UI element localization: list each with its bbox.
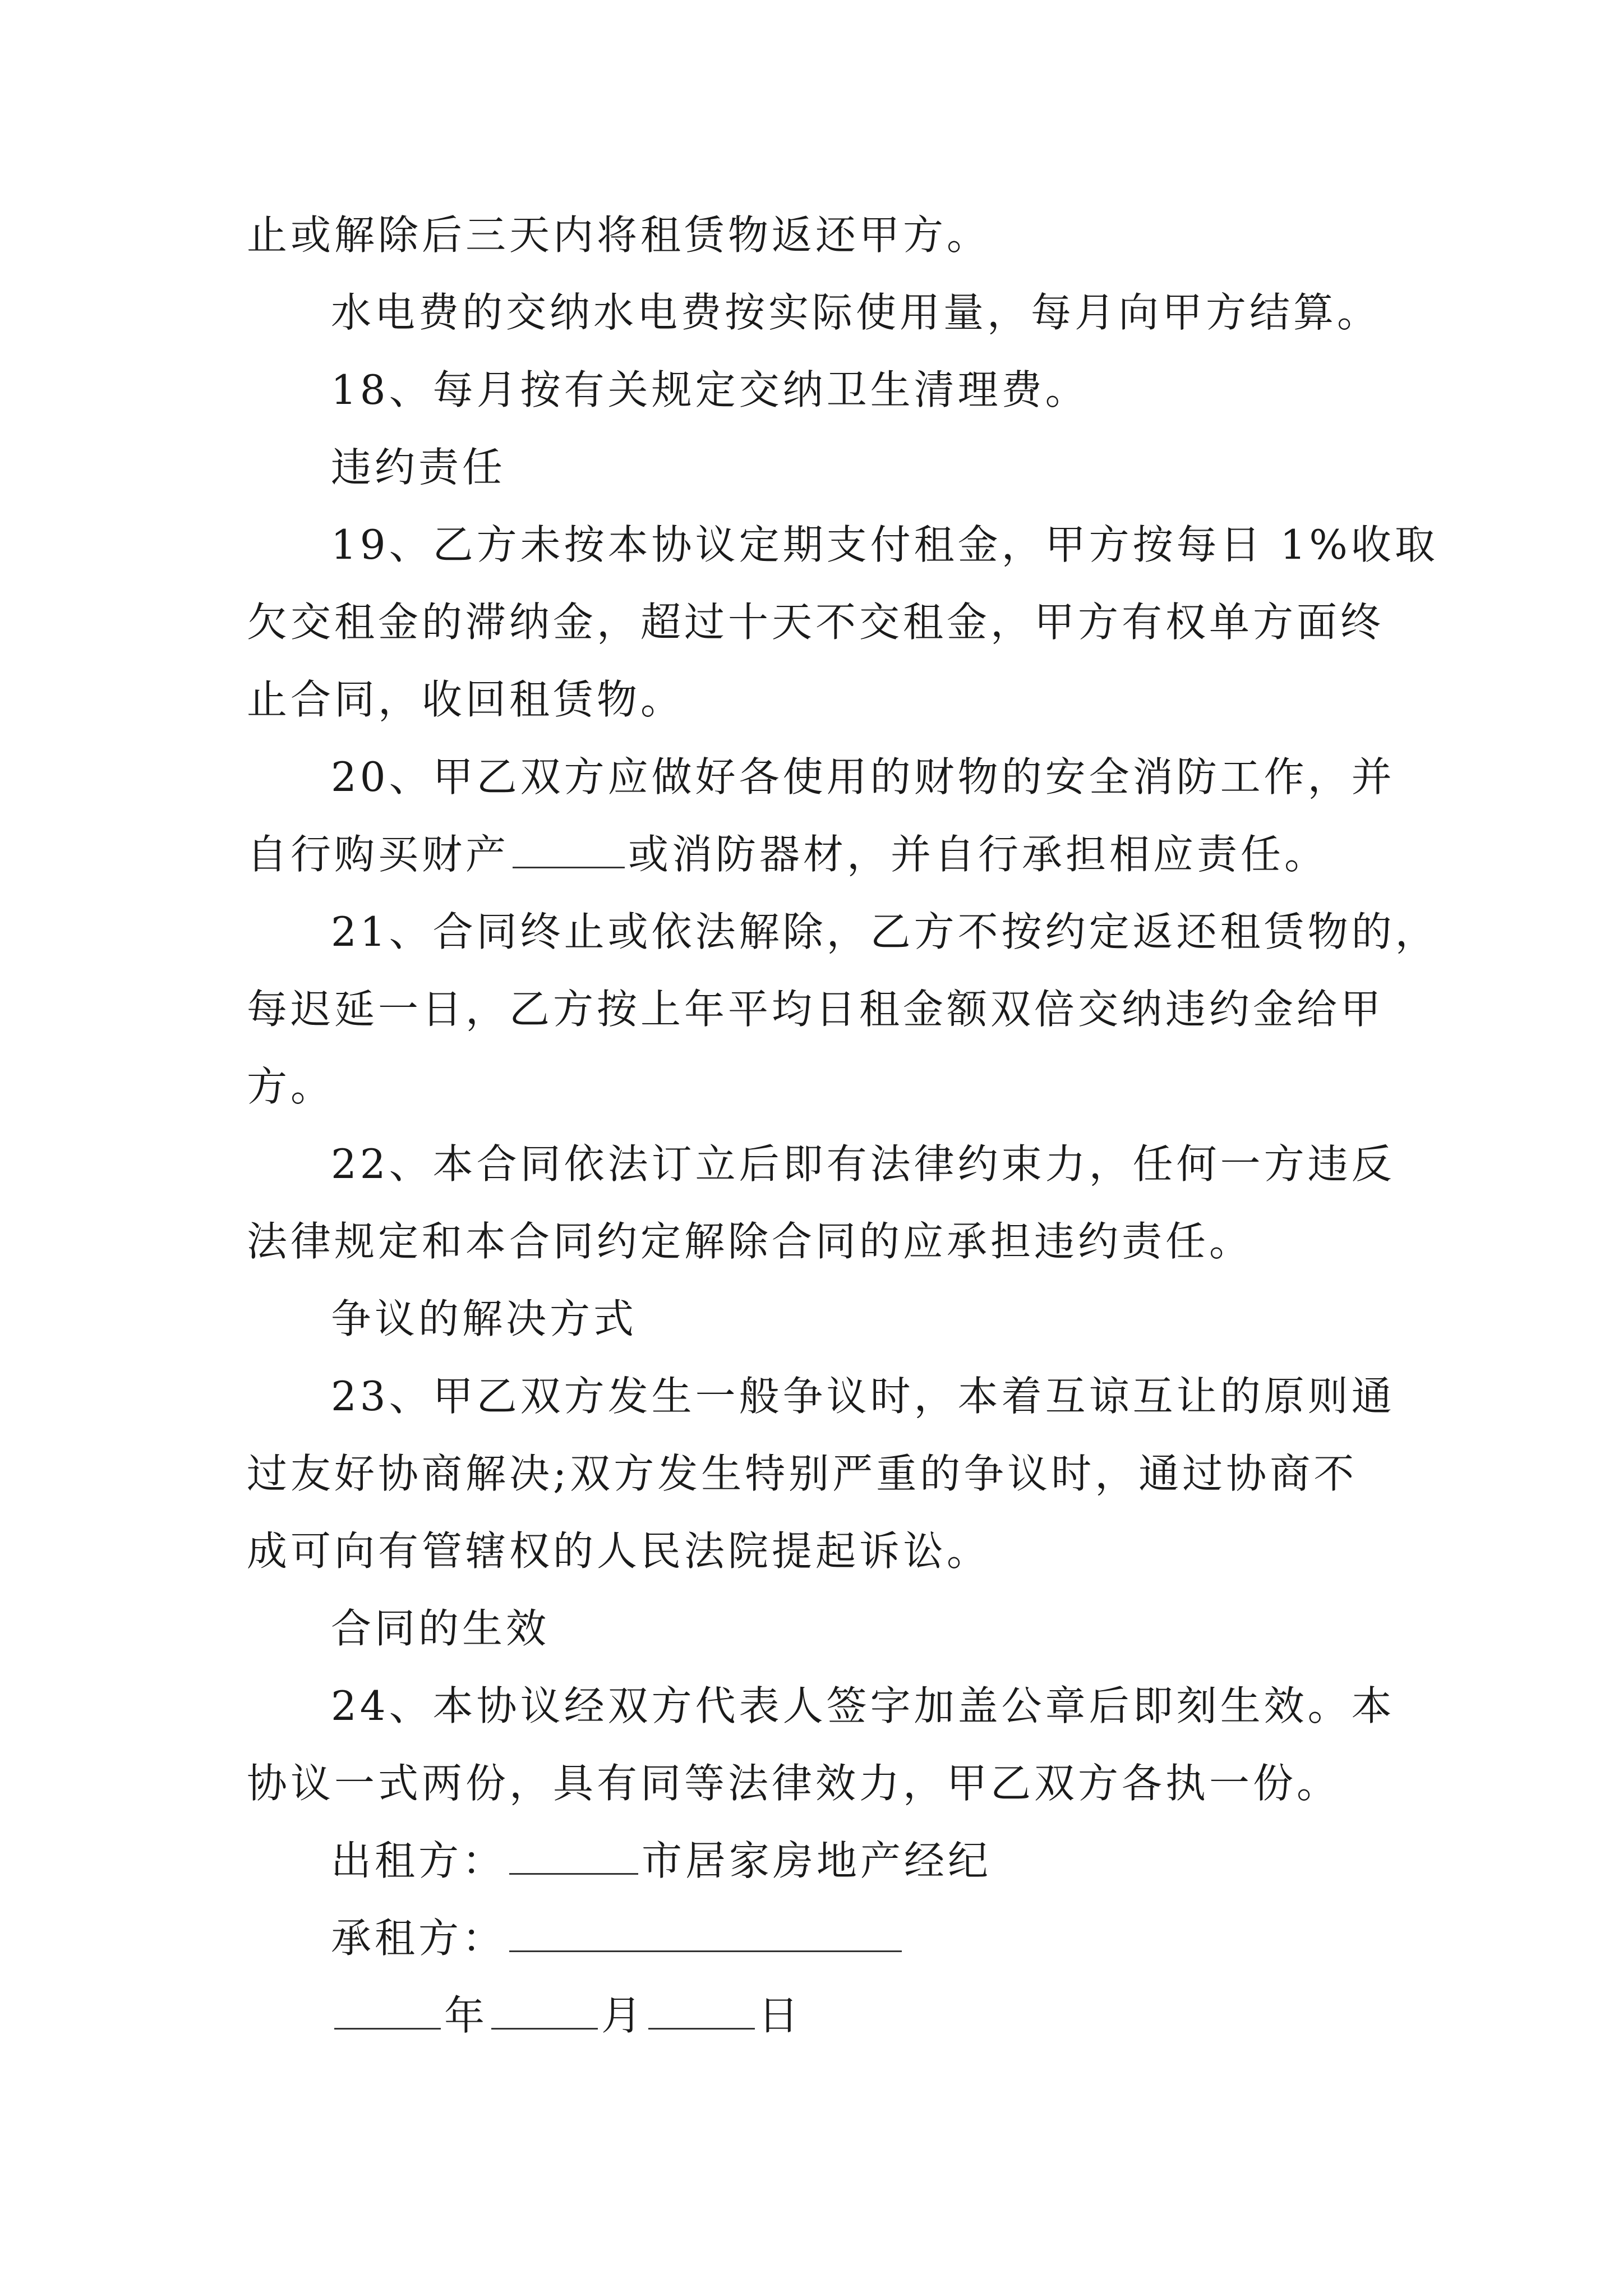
clause-19-line: 19、乙方未按本协议定期支付租金，甲方按每日 1%收取 [331,521,1438,568]
date-year-label: 年 [444,1992,488,2039]
clause-21-line: 21、合同终止或依法解除，乙方不按约定返还租赁物的， [331,908,1439,955]
document-body [247,196,1439,2054]
day-blank [648,1994,755,2030]
clause-20-line: 20、甲乙双方应做好各使用的财物的安全消防工作，并 [331,753,1395,800]
blank-field [513,833,625,868]
clause-19-line: 欠交租金的滞纳金，超过十天不交租金，甲方有权单方面终 [247,599,1385,646]
clause-23-line: 23、甲乙双方发生一般争议时，本着互谅互让的原则通 [331,1373,1395,1420]
clause-21-line: 方。 [247,1063,335,1110]
text-line: 止或解除后三天内将租赁物返还甲方。 [247,211,991,259]
section-heading-effect: 合同的生效 [331,1605,550,1652]
lessee-signature-line [247,1899,1391,1977]
lessee-name-blank [509,1917,902,1952]
clause-22-line: 22、本合同依法订立后即有法律约束力，任何一方违反 [331,1140,1395,1188]
clause-23-line: 过友好协商解决;双方发生特别严重的争议时，通过协商不 [247,1450,1358,1497]
section-heading-breach: 违约责任 [331,444,506,491]
clause-20-text: 或消防器材，并自行承担相应责任。 [628,831,1329,878]
section-heading-dispute: 争议的解决方式 [331,1295,638,1342]
clause-18: 18、每月按有关规定交纳卫生清理费。 [331,366,1089,413]
lessor-city-blank [509,1839,638,1875]
date-day-label: 日 [758,1992,803,2039]
clause-22-line: 法律规定和本合同约定解除合同的应承担违约责任。 [247,1218,1253,1265]
month-blank [491,1994,598,2030]
clause-19-line: 止合同，收回租赁物。 [247,676,685,723]
lessor-signature-line [247,1822,1391,1899]
clause-24-line: 协议一式两份，具有同等法律效力，甲乙双方各执一份。 [247,1760,1341,1807]
clause-23-line: 成可向有管辖权的人民法院提起诉讼。 [247,1527,991,1575]
lessor-suffix: 市居家房地产经纪 [642,1837,992,1884]
year-blank [334,1994,441,2030]
clause-20-text: 自行购买财产 [247,831,510,878]
text-line: 水电费的交纳水电费按实际使用量，每月向甲方结算。 [331,289,1381,336]
lessor-label: 出租方： [331,1837,506,1884]
lessee-label: 承租方： [331,1915,506,1962]
date-line [247,1977,1391,2054]
clause-24-line: 24、本协议经双方代表人签字加盖公章后即刻生效。本 [331,1682,1395,1729]
clause-21-line: 每迟延一日，乙方按上年平均日租金额双倍交纳违约金给甲 [247,986,1385,1033]
date-month-label: 月 [601,1992,645,2039]
clause-20-line [247,816,1391,893]
